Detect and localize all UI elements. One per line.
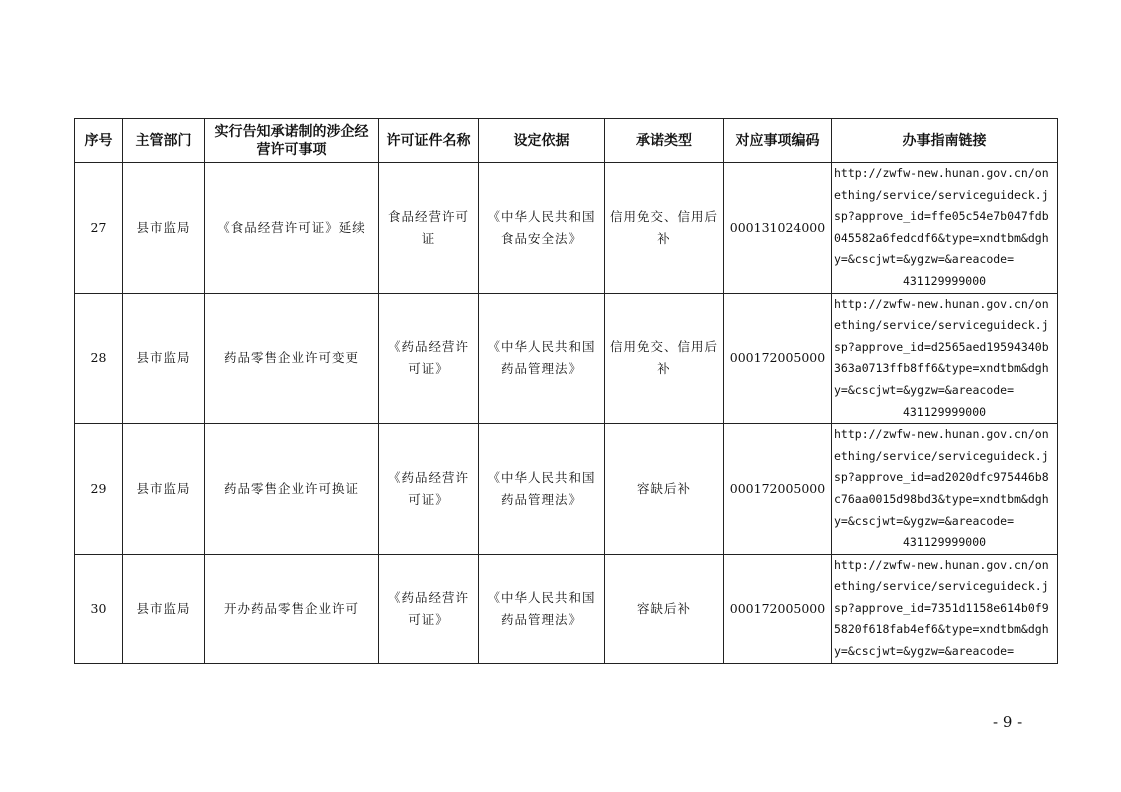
header-commitment-type: 承诺类型 — [605, 119, 724, 163]
cell-permit-item: 开办药品零售企业许可 — [205, 554, 379, 663]
table-row — [75, 424, 1058, 555]
guide-link-url[interactable]: http://zwfw-new.hunan.gov.cn/onething/service/serviceguideck.jsp?approve_id=d2565aed19594340b363a0713ffb8ff6&type=xndtbm&dghy=&cscjwt=&ygzw=&areacode= — [834, 296, 1049, 397]
permit-table — [74, 118, 1058, 664]
cell-serial-number: 30 — [75, 554, 123, 663]
cell-serial-number: 27 — [75, 163, 123, 294]
table-row — [75, 163, 1058, 294]
cell-legal-basis: 《中华人民共和国食品安全法》 — [479, 163, 605, 294]
cell-department: 县市监局 — [123, 554, 205, 663]
cell-commitment-type: 容缺后补 — [605, 424, 724, 555]
cell-commitment-type: 信用免交、信用后补 — [605, 163, 724, 294]
cell-department: 县市监局 — [123, 293, 205, 424]
cell-legal-basis: 《中华人民共和国药品管理法》 — [479, 424, 605, 555]
cell-department: 县市监局 — [123, 424, 205, 555]
cell-legal-basis: 《中华人民共和国药品管理法》 — [479, 554, 605, 663]
cell-serial-number: 29 — [75, 424, 123, 555]
guide-link-url[interactable]: http://zwfw-new.hunan.gov.cn/onething/service/serviceguideck.jsp?approve_id=ad2020dfc975446b8c76aa0015d98bd3&type=xndtbm&dghy=&cscjwt=&ygzw=&areacode= — [834, 427, 1049, 528]
cell-permit-item: 《食品经营许可证》延续 — [205, 163, 379, 294]
cell-item-code: 000172005000 — [724, 554, 832, 663]
cell-commitment-type: 容缺后补 — [605, 554, 724, 663]
table-row — [75, 293, 1058, 424]
cell-license-name: 食品经营许可证 — [379, 163, 479, 294]
cell-commitment-type: 信用免交、信用后补 — [605, 293, 724, 424]
cell-guide-link — [832, 293, 1058, 424]
guide-link-area-code[interactable]: 431129999000 — [902, 535, 987, 550]
header-license-name: 许可证件名称 — [379, 119, 479, 163]
header-item-code: 对应事项编码 — [724, 119, 832, 163]
header-permit-item: 实行告知承诺制的涉企经营许可事项 — [205, 119, 379, 163]
cell-item-code: 000172005000 — [724, 293, 832, 424]
cell-permit-item: 药品零售企业许可变更 — [205, 293, 379, 424]
table-header-row — [75, 119, 1058, 163]
cell-license-name: 《药品经营许可证》 — [379, 293, 479, 424]
page-number: - 9 - — [993, 713, 1023, 731]
header-department: 主管部门 — [123, 119, 205, 163]
guide-link-url[interactable]: http://zwfw-new.hunan.gov.cn/onething/service/serviceguideck.jsp?approve_id=ffe05c54e7b047fdb045582a6fedcdf6&type=xndtbm&dghy=&cscjwt=&ygzw=&areacode= — [834, 166, 1049, 267]
cell-guide-link — [832, 554, 1058, 663]
header-guide-link: 办事指南链接 — [832, 119, 1058, 163]
cell-legal-basis: 《中华人民共和国药品管理法》 — [479, 293, 605, 424]
table-row — [75, 554, 1058, 663]
header-legal-basis: 设定依据 — [479, 119, 605, 163]
cell-license-name: 《药品经营许可证》 — [379, 424, 479, 555]
cell-serial-number: 28 — [75, 293, 123, 424]
cell-item-code: 000131024000 — [724, 163, 832, 294]
cell-guide-link — [832, 163, 1058, 294]
cell-permit-item: 药品零售企业许可换证 — [205, 424, 379, 555]
cell-license-name: 《药品经营许可证》 — [379, 554, 479, 663]
guide-link-area-code[interactable]: 431129999000 — [902, 404, 987, 419]
guide-link-area-code[interactable]: 431129999000 — [902, 273, 987, 288]
cell-department: 县市监局 — [123, 163, 205, 294]
guide-link-url[interactable]: http://zwfw-new.hunan.gov.cn/onething/service/serviceguideck.jsp?approve_id=7351d1158e614b0f95820f618fab4ef6&type=xndtbm&dghy=&cscjwt=&ygzw=&areacode= — [834, 557, 1049, 659]
header-serial-number: 序号 — [75, 119, 123, 163]
cell-item-code: 000172005000 — [724, 424, 832, 555]
cell-guide-link — [832, 424, 1058, 555]
